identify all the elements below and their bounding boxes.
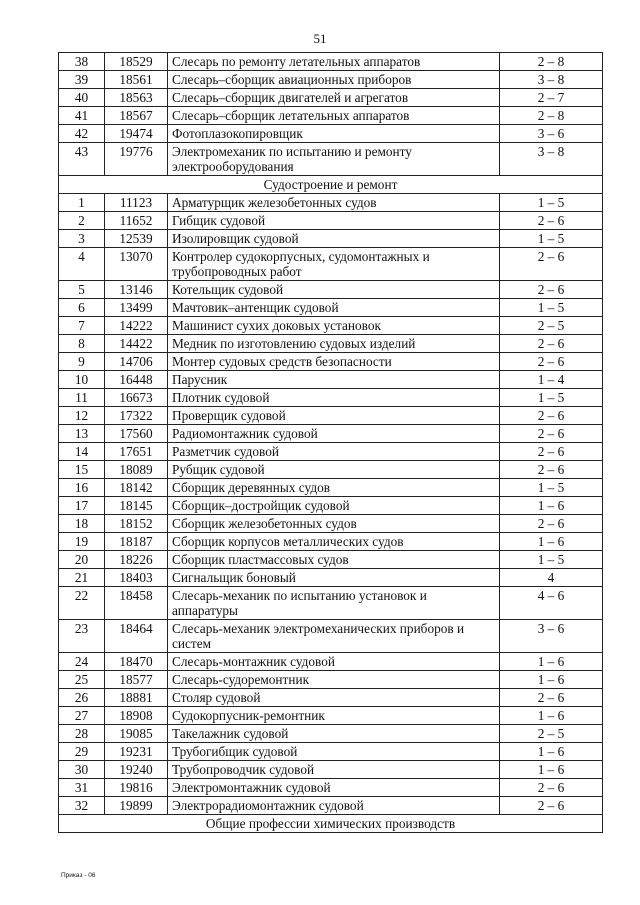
occupation-code: 14706 [105,353,168,371]
grade-range: 2 – 6 [500,281,603,299]
occupation-code: 18577 [105,671,168,689]
occupation-name: Контролер судокорпусных, судомонтажных и трубопроводных работ [168,248,500,281]
grade-range: 4 – 6 [500,587,603,620]
row-number: 15 [59,461,105,479]
occupation-code: 18152 [105,515,168,533]
occupation-code: 18563 [105,89,168,107]
grade-range: 2 – 6 [500,689,603,707]
grade-range: 2 – 6 [500,407,603,425]
row-number: 2 [59,212,105,230]
occupation-name: Столяр судовой [168,689,500,707]
occupation-code: 18561 [105,71,168,89]
occupation-code: 19085 [105,725,168,743]
row-number: 25 [59,671,105,689]
row-number: 32 [59,797,105,815]
grade-range: 2 – 8 [500,53,603,71]
table-row [59,761,603,779]
occupation-name: Слесарь по ремонту летательных аппаратов [168,53,500,71]
row-number: 10 [59,371,105,389]
grade-range: 1 – 6 [500,653,603,671]
occupation-code: 18142 [105,479,168,497]
table-row [59,407,603,425]
table-row [59,425,603,443]
grade-range: 1 – 6 [500,743,603,761]
table-row [59,389,603,407]
occupation-code: 17560 [105,425,168,443]
occupation-name: Сборщик–достройщик судовой [168,497,500,515]
row-number: 23 [59,620,105,653]
table-row [59,299,603,317]
row-number: 5 [59,281,105,299]
grade-range: 2 – 6 [500,515,603,533]
occupation-code: 18403 [105,569,168,587]
table-row [59,743,603,761]
occupation-code: 17322 [105,407,168,425]
table-row [59,371,603,389]
occupation-name: Фотоплазокопировщик [168,125,500,143]
table-row [59,515,603,533]
grade-range: 2 – 6 [500,248,603,281]
occupation-name: Слесарь-механик электромеханических приборов и систем [168,620,500,653]
occupation-code: 12539 [105,230,168,248]
occupation-code: 19816 [105,779,168,797]
row-number: 42 [59,125,105,143]
table-row [59,125,603,143]
occupation-name: Котельщик судовой [168,281,500,299]
row-number: 21 [59,569,105,587]
table-row [59,551,603,569]
grade-range: 1 – 5 [500,194,603,212]
row-number: 20 [59,551,105,569]
table-row [59,335,603,353]
row-number: 27 [59,707,105,725]
occupation-name: Монтер судовых средств безопасности [168,353,500,371]
occupation-name: Арматурщик железобетонных судов [168,194,500,212]
table-row [59,317,603,335]
occupation-code: 13499 [105,299,168,317]
row-number: 30 [59,761,105,779]
row-number: 16 [59,479,105,497]
occupations-table [58,52,603,833]
occupation-code: 19899 [105,797,168,815]
occupation-name: Разметчик судовой [168,443,500,461]
row-number: 17 [59,497,105,515]
grade-range: 1 – 5 [500,230,603,248]
row-number: 3 [59,230,105,248]
occupation-code: 14222 [105,317,168,335]
footer-note: Приказ - 06 [61,872,96,879]
occupation-code: 13146 [105,281,168,299]
table-row [59,779,603,797]
table-row [59,143,603,176]
table-body-shipbuilding [59,194,603,815]
occupation-code: 11652 [105,212,168,230]
row-number: 24 [59,653,105,671]
grade-range: 3 – 8 [500,71,603,89]
occupation-code: 19474 [105,125,168,143]
table-row [59,533,603,551]
occupation-code: 14422 [105,335,168,353]
grade-range: 2 – 6 [500,353,603,371]
table-row [59,248,603,281]
occupation-code: 18470 [105,653,168,671]
table-row [59,725,603,743]
grade-range: 2 – 6 [500,779,603,797]
grade-range: 3 – 6 [500,620,603,653]
occupation-name: Радиомонтажник судовой [168,425,500,443]
grade-range: 1 – 5 [500,551,603,569]
table-row [59,653,603,671]
row-number: 31 [59,779,105,797]
occupation-code: 18458 [105,587,168,620]
table-row [59,107,603,125]
occupation-code: 18089 [105,461,168,479]
grade-range: 2 – 6 [500,335,603,353]
occupation-name: Слесарь-монтажник судовой [168,653,500,671]
occupation-name: Сборщик железобетонных судов [168,515,500,533]
grade-range: 2 – 6 [500,443,603,461]
occupation-name: Рубщик судовой [168,461,500,479]
row-number: 28 [59,725,105,743]
occupation-code: 17651 [105,443,168,461]
table-row [59,89,603,107]
row-number: 26 [59,689,105,707]
grade-range: 1 – 5 [500,389,603,407]
table-row [59,230,603,248]
grade-range: 1 – 5 [500,299,603,317]
table-row [59,194,603,212]
grade-range: 2 – 5 [500,317,603,335]
occupation-code: 18226 [105,551,168,569]
grade-range: 3 – 6 [500,125,603,143]
occupation-code: 18464 [105,620,168,653]
table-row [59,71,603,89]
occupation-code: 19240 [105,761,168,779]
occupation-code: 16673 [105,389,168,407]
occupation-name: Электромонтажник судовой [168,779,500,797]
occupation-code: 19776 [105,143,168,176]
grade-range: 1 – 6 [500,761,603,779]
row-number: 29 [59,743,105,761]
row-number: 39 [59,71,105,89]
table-body-aviation [59,53,603,176]
occupation-name: Трубопроводчик судовой [168,761,500,779]
table-row [59,497,603,515]
occupation-name: Слесарь–сборщик летательных аппаратов [168,107,500,125]
occupation-code: 18187 [105,533,168,551]
table-row [59,212,603,230]
occupation-name: Сборщик пластмассовых судов [168,551,500,569]
table-row [59,587,603,620]
section-header-chemical-group [59,815,603,833]
occupation-name: Гибщик судовой [168,212,500,230]
grade-range: 1 – 4 [500,371,603,389]
occupation-name: Парусник [168,371,500,389]
occupation-name: Изолировщик судовой [168,230,500,248]
occupation-name: Медник по изготовлению судовых изделий [168,335,500,353]
occupation-code: 11123 [105,194,168,212]
grade-range: 2 – 5 [500,725,603,743]
grade-range: 1 – 6 [500,497,603,515]
occupation-name: Электрорадиомонтажник судовой [168,797,500,815]
section-header-row [59,176,603,194]
grade-range: 2 – 6 [500,461,603,479]
row-number: 19 [59,533,105,551]
occupation-name: Трубогибщик судовой [168,743,500,761]
grade-range: 1 – 5 [500,479,603,497]
section-header-row [59,815,603,833]
occupation-code: 19231 [105,743,168,761]
grade-range: 1 – 6 [500,671,603,689]
row-number: 12 [59,407,105,425]
table-row [59,797,603,815]
grade-range: 2 – 6 [500,212,603,230]
occupation-name: Плотник судовой [168,389,500,407]
row-number: 22 [59,587,105,620]
row-number: 41 [59,107,105,125]
row-number: 13 [59,425,105,443]
row-number: 1 [59,194,105,212]
section-header-shipbuilding: Судостроение и ремонт [59,176,603,194]
occupation-code: 18145 [105,497,168,515]
row-number: 38 [59,53,105,71]
grade-range: 1 – 6 [500,707,603,725]
occupation-name: Слесарь–сборщик двигателей и агрегатов [168,89,500,107]
row-number: 6 [59,299,105,317]
row-number: 14 [59,443,105,461]
occupation-name: Мачтовик–антенщик судовой [168,299,500,317]
row-number: 18 [59,515,105,533]
occupation-name: Электромеханик по испытанию и ремонту электрооборудования [168,143,500,176]
occupation-name: Сборщик корпусов металлических судов [168,533,500,551]
occupation-code: 18567 [105,107,168,125]
occupation-name: Слесарь-судоремонтник [168,671,500,689]
occupation-name: Проверщик судовой [168,407,500,425]
row-number: 9 [59,353,105,371]
table-row [59,353,603,371]
grade-range: 4 [500,569,603,587]
table-row [59,281,603,299]
row-number: 11 [59,389,105,407]
grade-range: 2 – 8 [500,107,603,125]
table-row [59,569,603,587]
grade-range: 1 – 6 [500,533,603,551]
occupation-name: Сигнальщик боновый [168,569,500,587]
table-row [59,689,603,707]
occupation-name: Машинист сухих доковых установок [168,317,500,335]
row-number: 43 [59,143,105,176]
occupation-name: Судокорпусник-ремонтник [168,707,500,725]
row-number: 40 [59,89,105,107]
row-number: 8 [59,335,105,353]
row-number: 7 [59,317,105,335]
occupation-name: Такелажник судовой [168,725,500,743]
table-row [59,620,603,653]
table-row [59,671,603,689]
table-row [59,53,603,71]
occupation-code: 13070 [105,248,168,281]
table-row [59,707,603,725]
section-header-shipbuilding-group [59,176,603,194]
table-row [59,479,603,497]
grade-range: 2 – 6 [500,425,603,443]
occupation-name: Сборщик деревянных судов [168,479,500,497]
occupation-code: 16448 [105,371,168,389]
table-row [59,443,603,461]
grade-range: 3 – 8 [500,143,603,176]
table-row [59,461,603,479]
occupation-code: 18529 [105,53,168,71]
occupation-code: 18908 [105,707,168,725]
grade-range: 2 – 7 [500,89,603,107]
occupation-name: Слесарь–сборщик авиационных приборов [168,71,500,89]
page-number: 51 [313,31,327,46]
occupation-name: Слесарь-механик по испытанию установок и аппаратуры [168,587,500,620]
grade-range: 2 – 6 [500,797,603,815]
row-number: 4 [59,248,105,281]
section-header-chemical: Общие профессии химических производств [59,815,603,833]
occupation-code: 18881 [105,689,168,707]
